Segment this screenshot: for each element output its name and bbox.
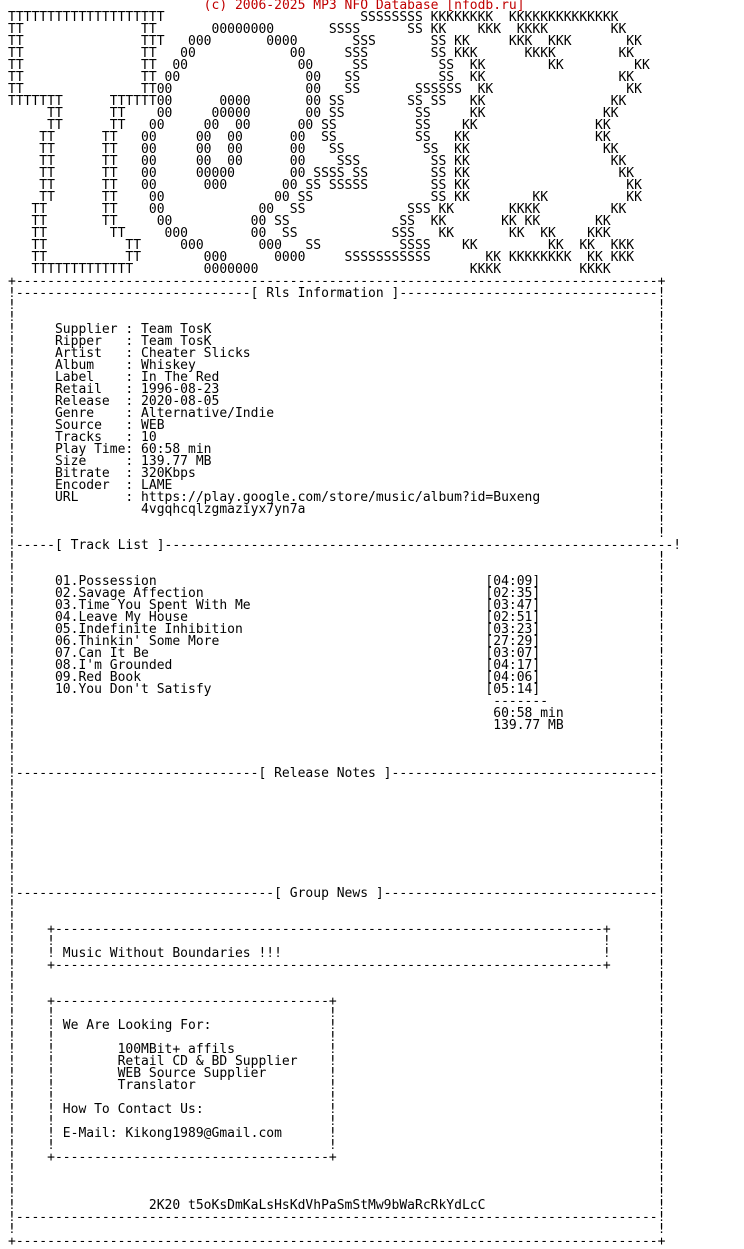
blank-line: ! ! bbox=[8, 1222, 666, 1237]
track-row: ! 04.Leave My House [02:51] ! bbox=[8, 610, 666, 625]
signature: ! 2K20 t5oKsDmKaLsHsKdVhPaSmStMw9bWaRcRkYdLcC ! bbox=[8, 1198, 666, 1213]
rls-tracks: ! Tracks : 10 ! bbox=[8, 430, 666, 445]
motto-box-line: ! +----------------------------------------------------------------------+ ! bbox=[8, 922, 666, 937]
contact-title: ! ! How To Contact Us: ! ! bbox=[8, 1102, 666, 1117]
rls-bitrate: ! Bitrate : 320Kbps ! bbox=[8, 466, 666, 481]
looking-for-item: ! ! WEB Source Supplier ! ! bbox=[8, 1066, 666, 1081]
motto-box-line: ! ! ! ! bbox=[8, 934, 666, 949]
blank-line: ! ! bbox=[8, 850, 666, 865]
nfo-document bbox=[8, 0, 681, 1248]
blank-line: ! ! bbox=[8, 1186, 666, 1201]
track-total-rule: ! ------- ! bbox=[8, 694, 666, 709]
logo-line: TT TT 00 00 00 00 SS SS KK KK bbox=[8, 142, 619, 157]
rls-url[interactable]: ! URL : https://play.google.com/store/music/album?id=Buxeng ! bbox=[8, 490, 666, 505]
rls-url-cont[interactable]: ! 4vgqhcqlzgmaziyx7yn7a ! bbox=[8, 502, 666, 517]
blank-line: ! ! bbox=[8, 898, 666, 913]
release-notes-header: !-------------------------------[ Release Notes ]----------------------------------! bbox=[8, 766, 666, 781]
track-list-header: !-----[ Track List ]-----------------------------------------------------------------! bbox=[8, 538, 682, 553]
rls-album: ! Album : Whiskey ! bbox=[8, 358, 666, 373]
blank-line: ! ! bbox=[8, 310, 666, 325]
logo-line: TT TT 000 0000 SSSSSSSSSSS KK KKKKKKKK KK KKK bbox=[8, 250, 635, 265]
group-news-header: !---------------------------------[ Group News ]-----------------------------------! bbox=[8, 886, 666, 901]
logo-art bbox=[8, 12, 681, 276]
blank-line: ! ! bbox=[8, 562, 666, 577]
contact-email[interactable]: ! ! E-Mail: Kikong1989@Gmail.com ! ! bbox=[8, 1126, 666, 1141]
looking-for-item: ! ! Retail CD & BD Supplier ! ! bbox=[8, 1054, 666, 1069]
logo-line: TT TT 00 00 SSS SS KKK KKKK KK bbox=[8, 46, 635, 61]
logo-line: TT TTT 000 0000 SSS SS KK KKK KKK KK bbox=[8, 34, 642, 49]
rls-label: ! Label : In The Red ! bbox=[8, 370, 666, 385]
motto-box-line: ! +----------------------------------------------------------------------+ ! bbox=[8, 958, 666, 973]
motto-box bbox=[8, 924, 681, 972]
blank-line: ! ! bbox=[8, 970, 666, 985]
track-row: ! 05.Indefinite Inhibition [03:23] ! bbox=[8, 622, 666, 637]
track-row: ! 02.Savage Affection [02:35] ! bbox=[8, 586, 666, 601]
blank-line: ! ! bbox=[8, 742, 666, 757]
logo-line: TT TT 000 00 SS SSS KK KK KK KKK bbox=[8, 226, 611, 241]
blank-line: ! ! bbox=[8, 874, 666, 889]
contact-box-line: ! ! ! ! bbox=[8, 1114, 666, 1129]
frame-bottom: +----------------------------------------------------------------------------------+ bbox=[8, 1234, 666, 1249]
track-row: ! 01.Possession [04:09] ! bbox=[8, 574, 666, 589]
rls-play-time: ! Play Time: 60:58 min ! bbox=[8, 442, 666, 457]
contact-box-line: ! ! ! ! bbox=[8, 1138, 666, 1153]
logo-line: TT TT 00 00 00 00 SSS SS KK KK bbox=[8, 154, 627, 169]
blank-line: ! ! bbox=[8, 778, 666, 793]
looking-for-title: ! ! We Are Looking For: ! ! bbox=[8, 1018, 666, 1033]
track-row: ! 08.I'm Grounded [04:17] ! bbox=[8, 658, 666, 673]
contact-box-line: ! ! ! ! bbox=[8, 1006, 666, 1021]
blank-line: ! ! bbox=[8, 826, 666, 841]
track-row: ! 10.You Don't Satisfy [05:14] ! bbox=[8, 682, 666, 697]
copyright-link[interactable]: (c) 2006-2025 MP3 NFO Database [nfodb.ru] bbox=[203, 0, 525, 13]
rls-encoder: ! Encoder : LAME ! bbox=[8, 478, 666, 493]
blank-line: ! ! bbox=[8, 838, 666, 853]
blank-line: ! ! bbox=[8, 802, 666, 817]
logo-line: TT TT00 00 SS SSSSSS KK KK bbox=[8, 82, 642, 97]
rls-supplier: ! Supplier : Team TosK ! bbox=[8, 322, 666, 337]
logo-line: TT TT 00 000 00 SS SSSSS SS KK KK bbox=[8, 178, 642, 193]
rls-genre: ! Genre : Alternative/Indie ! bbox=[8, 406, 666, 421]
blank-line: ! ! bbox=[8, 298, 666, 313]
logo-line: TT TT 00 00 SS SS KK KK bbox=[8, 70, 635, 85]
blank-line: ! ! bbox=[8, 862, 666, 877]
rls-size: ! Size : 139.77 MB ! bbox=[8, 454, 666, 469]
motto-text: ! ! Music Without Boundaries !!! ! ! bbox=[8, 946, 666, 961]
rls-artist: ! Artist : Cheater Slicks ! bbox=[8, 346, 666, 361]
logo-line: TT TT 00 00 SS SSS KK KKKK KK bbox=[8, 202, 627, 217]
blank-line: ! ! bbox=[8, 1162, 666, 1177]
blank-line: ! ! bbox=[8, 814, 666, 829]
looking-for-item: ! ! Translator ! ! bbox=[8, 1078, 666, 1093]
logo-line: TT TT 00 00 00 00 SS SS KK KK bbox=[8, 130, 611, 145]
rls-source: ! Source : WEB ! bbox=[8, 418, 666, 433]
track-list-rows bbox=[8, 576, 681, 732]
logo-line: TT TT 00 00000 00 SS SS KK KK bbox=[8, 106, 619, 121]
blank-line: ! ! bbox=[8, 1174, 666, 1189]
contact-box-line: ! ! ! ! bbox=[8, 1090, 666, 1105]
frame-top: +----------------------------------------------------------------------------------+ bbox=[8, 274, 666, 289]
logo-line: TTTTTTTTTTTTTTTTTTTT SSSSSSSS KKKKKKKK KKKKKKKKKKKKKK bbox=[8, 10, 619, 25]
blank-line: ! ! bbox=[8, 526, 666, 541]
track-total-size: ! 139.77 MB ! bbox=[8, 718, 666, 733]
rls-retail: ! Retail : 1996-08-23 ! bbox=[8, 382, 666, 397]
logo-line: TTTTTTT TTTTTT00 0000 00 SS SS SS KK KK bbox=[8, 94, 627, 109]
contact-box-line: ! +-----------------------------------+ ! bbox=[8, 1150, 666, 1165]
logo-line: TT TT 00 00 SS SS KK KK KK bbox=[8, 58, 650, 73]
track-row: ! 06.Thinkin' Some More [27:29] ! bbox=[8, 634, 666, 649]
looking-for-item: ! ! 100MBit+ affils ! ! bbox=[8, 1042, 666, 1057]
logo-line: TTTTTTTTTTTTT 0000000 KKKK KKKK bbox=[8, 262, 611, 277]
rls-release: ! Release : 2020-08-05 ! bbox=[8, 394, 666, 409]
contact-box-line: ! ! ! ! bbox=[8, 1030, 666, 1045]
blank-line: ! ! bbox=[8, 982, 666, 997]
logo-line: TT TT 00 00 SS SS KK KK KK bbox=[8, 190, 642, 205]
track-row: ! 07.Can It Be [03:07] ! bbox=[8, 646, 666, 661]
logo-line: TT TT 000 000 SS SSSS KK KK KK KKK bbox=[8, 238, 635, 253]
rls-info-header: !------------------------------[ Rls Information ]---------------------------------! bbox=[8, 286, 666, 301]
logo-line: TT TT 00 00 00 00 SS SS KK KK bbox=[8, 118, 611, 133]
contact-box bbox=[8, 996, 681, 1164]
rls-ripper: ! Ripper : Team TosK ! bbox=[8, 334, 666, 349]
blank-line: ! ! bbox=[8, 754, 666, 769]
blank-line: ! ! bbox=[8, 730, 666, 745]
track-row: ! 03.Time You Spent With Me [03:47] ! bbox=[8, 598, 666, 613]
signature-rule: !----------------------------------------------------------------------------------! bbox=[8, 1210, 666, 1225]
blank-line: ! ! bbox=[8, 514, 666, 529]
track-total-time: ! 60:58 min ! bbox=[8, 706, 666, 721]
logo-line: TT TT 00 00 SS SS KK KK KK KK bbox=[8, 214, 611, 229]
blank-line: ! ! bbox=[8, 550, 666, 565]
logo-line: TT TT 00000000 SSSS SS KK KKK KKKK KK bbox=[8, 22, 627, 37]
track-row: ! 09.Red Book [04:06] ! bbox=[8, 670, 666, 685]
blank-line: ! ! bbox=[8, 790, 666, 805]
blank-line: ! ! bbox=[8, 910, 666, 925]
contact-box-line: ! +-----------------------------------+ ! bbox=[8, 994, 666, 1009]
logo-line: TT TT 00 00000 00 SSSS SS SS KK KK bbox=[8, 166, 635, 181]
rls-info-rows bbox=[8, 324, 681, 516]
